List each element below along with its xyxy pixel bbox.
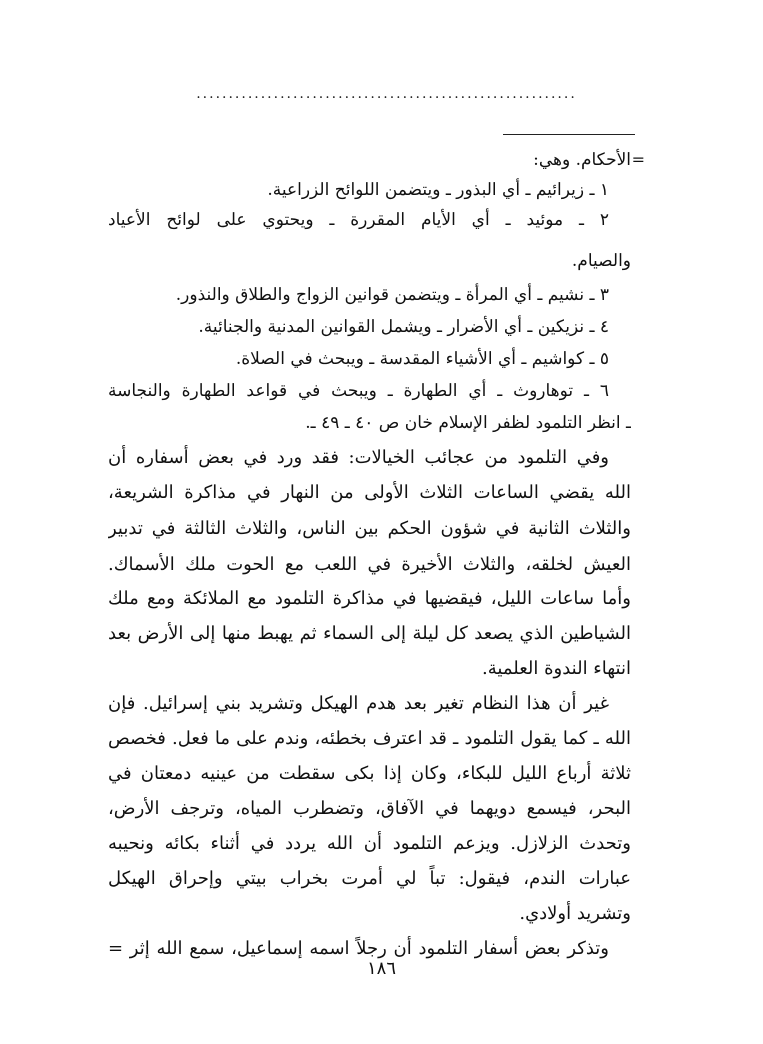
body-line: العيش لخلقه، والثلاث الأخيرة في اللعب مع الحوت ملك الأسماك. (108, 554, 631, 575)
footnote-line: والصيام. (571, 251, 631, 271)
footnote-line: ٢ ـ موئيد ـ أي الأيام المقررة ـ ويحتوي على لوائح الأعياد (108, 210, 609, 230)
body-line: وتشريد أولادي. (519, 903, 631, 924)
footnote-line: ٦ ـ توهاروث ـ أي الطهارة ـ ويبحث في قواعد الطهارة والنجاسة (108, 381, 609, 401)
footnote-line: ـ انظر التلمود لظفر الإسلام خان ص ٤٠ ـ ٤٩ ـ. (305, 413, 631, 433)
body-line: وفي التلمود من عجائب الخيالات: فقد ورد في بعض أسفاره أن (108, 447, 609, 468)
body-line: الله يقضي الساعات الثلاث الأولى من النهار في مذاكرة الشريعة، (108, 482, 631, 503)
body-line: البحر، فيسمع دويهما في الآفاق، وتضطرب المياه، وترجف الأرض، (108, 798, 631, 819)
footnote-line: ٤ ـ نزيكين ـ أي الأضرار ـ ويشمل القوانين المدنية والجنائية. (198, 317, 609, 337)
body-line: الله ـ كما يقول التلمود ـ قد اعترف بخطئه، وندم على ما فعل. فخصص (108, 728, 631, 749)
body-line: ثلاثة أرباع الليل للبكاء، وكان إذا بكى سقطت من عينيه دمعتان في (108, 763, 631, 784)
body-line: الشياطين الذي يصعد كل ليلة إلى السماء ثم يهبط منها إلى الأرض بعد (108, 623, 631, 644)
body-line: وأما ساعات الليل، فيقضيها في مذاكرة التلمود مع الملائكة ومع ملك (108, 588, 631, 609)
body-line: وتذكر بعض أسفار التلمود أن رجلاً اسمه إسماعيل، سمع الله إثر = (108, 938, 609, 959)
body-line: غير أن هذا النظام تغير بعد هدم الهيكل وتشريد بني إسرائيل. فإن (108, 693, 609, 714)
footnote-divider (503, 134, 635, 135)
footnote-continuation-mark: = (631, 150, 645, 169)
page-number: ١٨٦ (366, 958, 396, 979)
body-line: والثلاث الثانية في شؤون الحكم بين الناس، والثلاث الثالثة في تدبير (108, 518, 631, 539)
footnote-line: ١ ـ زيرائيم ـ أي البذور ـ ويتضمن اللوائح الزراعية. (267, 180, 609, 200)
body-line: وتحدث الزلازل. ويزعم التلمود أن الله يردد في أثناء بكائه ونحيبه (108, 833, 631, 854)
footnote-line: ٣ ـ نشيم ـ أي المرأة ـ ويتضمن قوانين الزواج والطلاق والنذور. (175, 285, 609, 305)
body-line: عبارات الندم، فيقول: تباً لي أمرت بخراب بيتي وإحراق الهيكل (108, 868, 631, 889)
footnote-line: الأحكام. وهي: (533, 150, 631, 170)
footnote-line: ٥ ـ كواشيم ـ أي الأشياء المقدسة ـ ويبحث في الصلاة. (235, 349, 609, 369)
dotted-separator: ........................................................... (196, 86, 577, 102)
body-line: انتهاء الندوة العلمية. (482, 658, 631, 679)
